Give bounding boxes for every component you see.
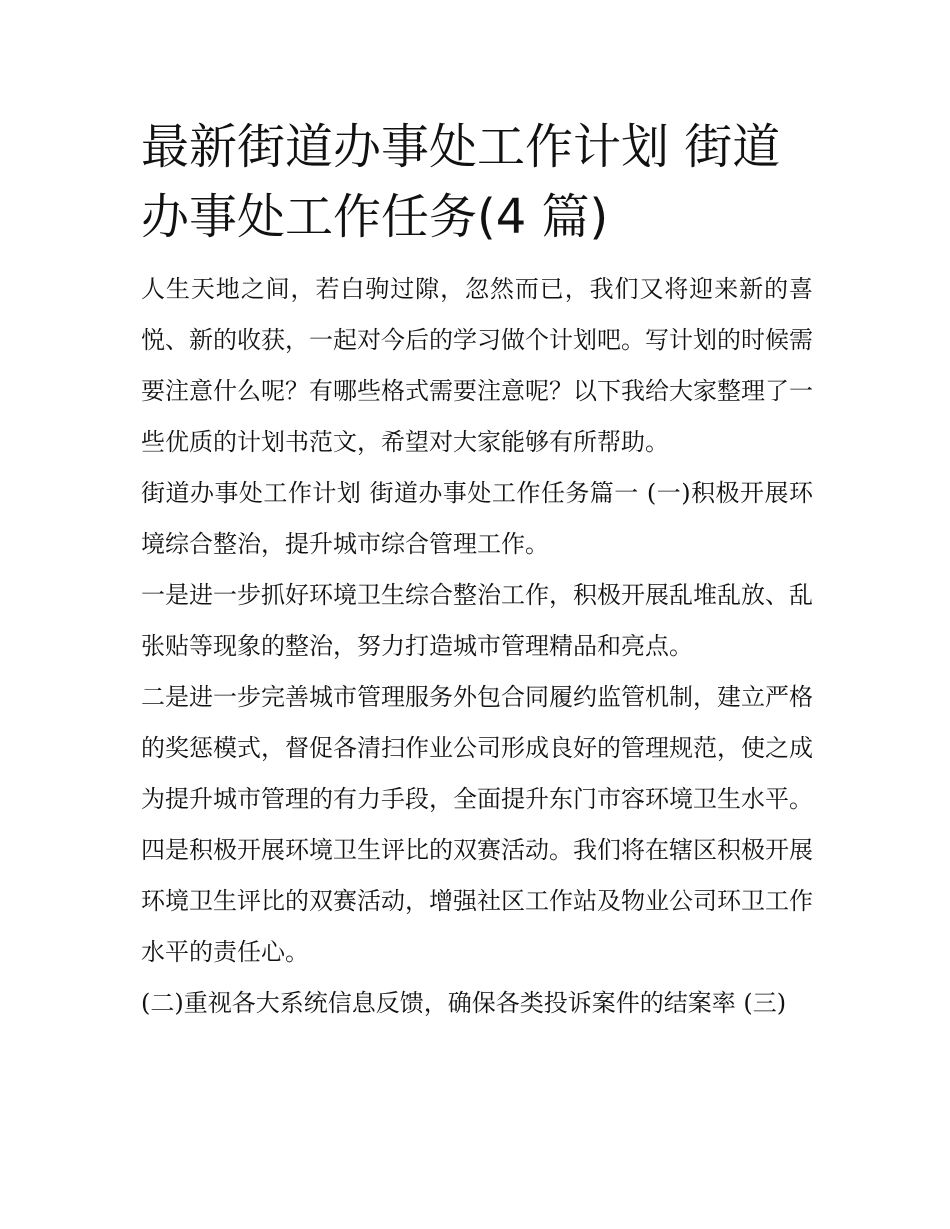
item-four-paragraph: 四是积极开展环境卫生评比的双赛活动。我们将在辖区积极开展环境卫生评比的双赛活动，增强社区工作站及物业公司环卫工作水平的责任心。 — [141, 836, 813, 966]
intro-paragraph: 人生天地之间，若白驹过隙，忽然而已，我们又将迎来新的喜悦、新的收获，一起对今后的学习做个计划吧。写计划的时候需要注意什么呢？有哪些格式需要注意呢？以下我给大家整理了一些优质的计划书范文，希望对大家能够有所帮助。 — [141, 275, 813, 456]
section-one-heading: 街道办事处工作计划 街道办事处工作任务篇一 (一)积极开展环境综合整治，提升城市综合管理工作。 — [141, 479, 813, 558]
document-title: 最新街道办事处工作计划 街道办事处工作任务(4 篇) — [141, 119, 781, 245]
item-one-paragraph: 一是进一步抓好环境卫生综合整治工作，积极开展乱堆乱放、乱张贴等现象的整治，努力打造城市管理精品和亮点。 — [141, 581, 813, 660]
section-two-heading: (二)重视各大系统信息反馈，确保各类投诉案件的结案率 (三) — [141, 989, 787, 1017]
document-body — [141, 112, 813, 1029]
item-two-paragraph: 二是进一步完善城市管理服务外包合同履约监管机制，建立严格的奖惩模式，督促各清扫作业公司形成良好的管理规范，使之成为提升城市管理的有力手段，全面提升东门市容环境卫生水平。 — [141, 683, 813, 813]
